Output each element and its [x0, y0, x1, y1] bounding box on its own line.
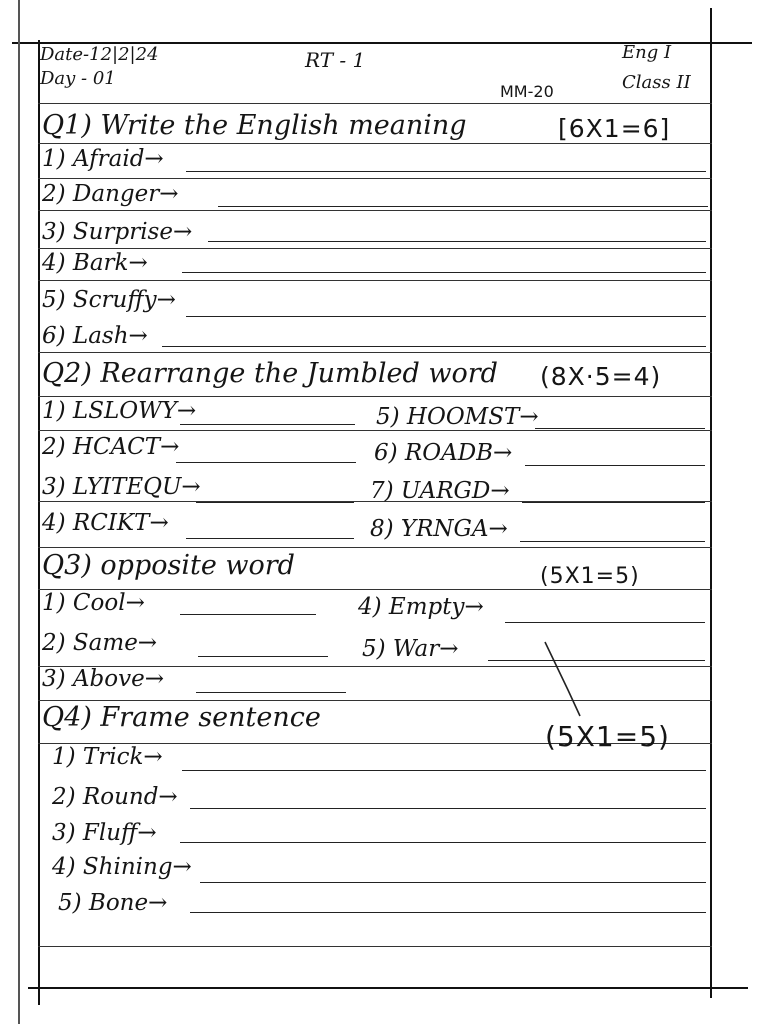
- notebook-rule: [38, 280, 712, 281]
- answer-line: [180, 424, 355, 425]
- q1-item: 6) Lash→: [42, 323, 148, 349]
- notebook-rule: [38, 103, 712, 104]
- max-marks: MM-20: [500, 82, 554, 101]
- answer-line: [196, 502, 354, 503]
- notebook-rule: [38, 210, 712, 211]
- answer-line: [186, 538, 354, 539]
- answer-line: [520, 541, 705, 542]
- q2-item: 7) UARGD→: [370, 478, 510, 504]
- notebook-rule: [38, 143, 712, 144]
- q1-item: 4) Bark→: [42, 250, 148, 276]
- q1-title: Q1) Write the English meaning: [42, 110, 467, 141]
- q1-item: 3) Surprise→: [42, 219, 193, 245]
- answer-line: [218, 206, 708, 207]
- q2-item: 2) HCACT→: [42, 434, 180, 460]
- answer-line: [535, 428, 705, 429]
- right-margin-line: [710, 8, 712, 998]
- answer-line: [505, 622, 705, 623]
- q3-item: 5) War→: [362, 636, 459, 662]
- q4-marks: (5X1=5): [545, 720, 670, 753]
- date-text: Date-12|2|24: [40, 44, 159, 65]
- q3-item: 2) Same→: [42, 630, 158, 656]
- page-edge-line: [18, 0, 20, 1024]
- q3-marks: (5X1=5): [540, 564, 640, 589]
- answer-line: [190, 912, 706, 913]
- q3-item: 3) Above→: [42, 666, 164, 692]
- q4-title: Q4) Frame sentence: [42, 702, 321, 733]
- answer-line: [198, 656, 328, 657]
- q1-marks: [6X1=6]: [558, 114, 671, 143]
- q2-item: 3) LYITEQU→: [42, 474, 201, 500]
- q2-marks: (8X·5=4): [540, 362, 662, 391]
- q4-item: 1) Trick→: [52, 744, 163, 770]
- day-text: Day - 01: [40, 68, 116, 89]
- answer-line: [176, 462, 356, 463]
- notebook-rule: [38, 178, 712, 179]
- q1-item: 5) Scruffy→: [42, 287, 176, 313]
- answer-line: [162, 346, 706, 347]
- q4-item: 3) Fluff→: [52, 820, 157, 846]
- q2-item: 4) RCIKT→: [42, 510, 169, 536]
- notebook-rule: [38, 430, 712, 431]
- answer-line: [200, 882, 706, 883]
- answer-line: [196, 692, 346, 693]
- notebook-rule: [38, 700, 712, 701]
- answer-line: [180, 614, 316, 615]
- answer-line: [180, 842, 706, 843]
- test-code: RT - 1: [305, 48, 366, 72]
- q2-item: 8) YRNGA→: [370, 516, 508, 542]
- subject-text: Eng I: [622, 42, 672, 63]
- q2-title: Q2) Rearrange the Jumbled word: [42, 358, 498, 389]
- check-mark-icon: [540, 640, 590, 720]
- q2-item: 1) LSLOWY→: [42, 398, 197, 424]
- notebook-rule: [38, 547, 712, 548]
- notebook-rule: [38, 946, 712, 947]
- notebook-rule: [38, 352, 712, 353]
- answer-line: [186, 171, 706, 172]
- notebook-rule: [38, 248, 712, 249]
- q3-item: 1) Cool→: [42, 590, 145, 616]
- answer-line: [182, 272, 706, 273]
- answer-line: [182, 770, 706, 771]
- answer-line: [208, 241, 706, 242]
- q2-item: 5) HOOMST→: [376, 404, 539, 430]
- answer-line: [525, 465, 705, 466]
- left-margin-line: [38, 40, 40, 1005]
- notebook-rule: [38, 396, 712, 397]
- bottom-border: [28, 987, 748, 989]
- answer-line: [190, 808, 706, 809]
- q4-item: 4) Shining→: [52, 854, 192, 880]
- q4-item: 5) Bone→: [58, 890, 168, 916]
- q1-item: 1) Afraid→: [42, 146, 164, 172]
- answer-line: [186, 316, 706, 317]
- q3-item: 4) Empty→: [358, 594, 484, 620]
- q3-title: Q3) opposite word: [42, 550, 295, 581]
- q1-item: 2) Danger→: [42, 181, 179, 207]
- q4-item: 2) Round→: [52, 784, 178, 810]
- q2-item: 6) ROADB→: [374, 440, 513, 466]
- answer-line: [488, 660, 705, 661]
- answer-line: [522, 502, 705, 503]
- class-text: Class II: [622, 72, 691, 93]
